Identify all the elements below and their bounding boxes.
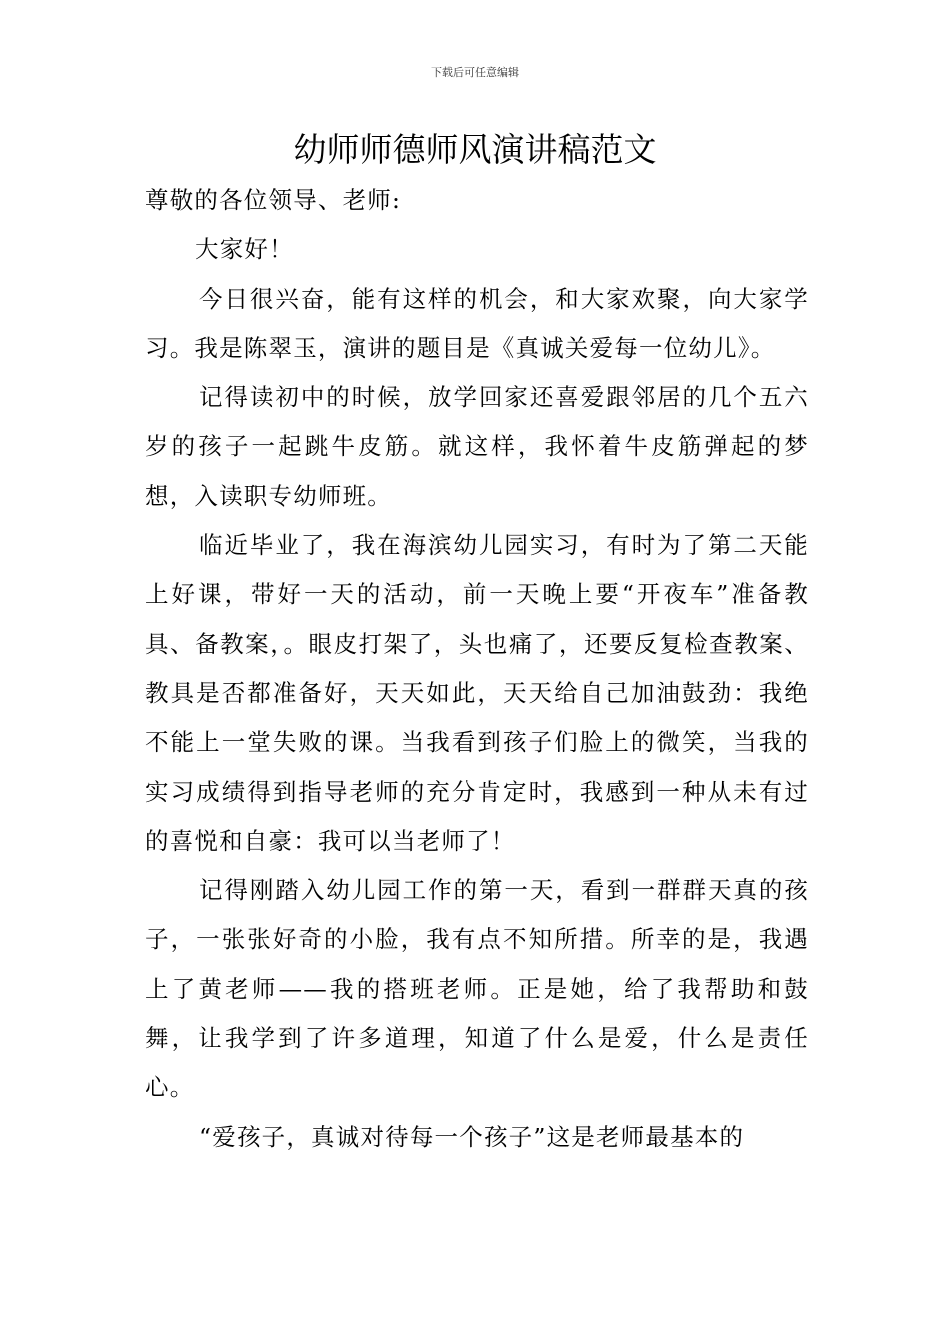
salutation: 尊敬的各位领导、老师: [145, 186, 402, 214]
paragraph-4: 记得刚踏入幼儿园工作的第一天，看到一群群天真的孩子，一张张好奇的小脸，我有点不知所措。所幸的是，我遇上了黄老师——我的搭班老师。正是她，给了我帮助和鼓舞，让我学到了许多道理，知道了什么是爱，什么是责任心。 [145, 876, 809, 1102]
document-body [145, 176, 809, 1162]
document-title: 幼师师德师风演讲稿范文 [293, 130, 657, 169]
paragraph-2: 记得读初中的时候，放学回家还喜爱跟邻居的几个五六岁的孩子一起跳牛皮筋。就这样，我怀着牛皮筋弹起的梦想，入读职专幼师班。 [145, 383, 809, 510]
paragraph-3: 临近毕业了，我在海滨幼儿园实习，有时为了第二天能上好课，带好一天的活动，前一天晚上要“开夜车”准备教具、备教案，。眼皮打架了，头也痛了，还要反复检查教案、教具是否都准备好，天天如此，天天给自己加油鼓劲：我绝不能上一堂失败的课。当我看到孩子们脸上的微笑，当我的实习成绩得到指导老师的充分肯定时，我感到一种从未有过的喜悦和自豪：我可以当老师了！ [145, 531, 809, 855]
header-note: 下载后可任意编辑 [431, 66, 519, 79]
greeting: 大家好！ [195, 235, 294, 264]
paragraph-1: 今日很兴奋，能有这样的机会，和大家欢聚，向大家学习。我是陈翠玉，演讲的题目是《真诚关爱每一位幼儿》。 [145, 284, 809, 362]
paragraph-5: “爱孩子，真诚对待每一个孩子”这是老师最基本的 [199, 1122, 745, 1151]
